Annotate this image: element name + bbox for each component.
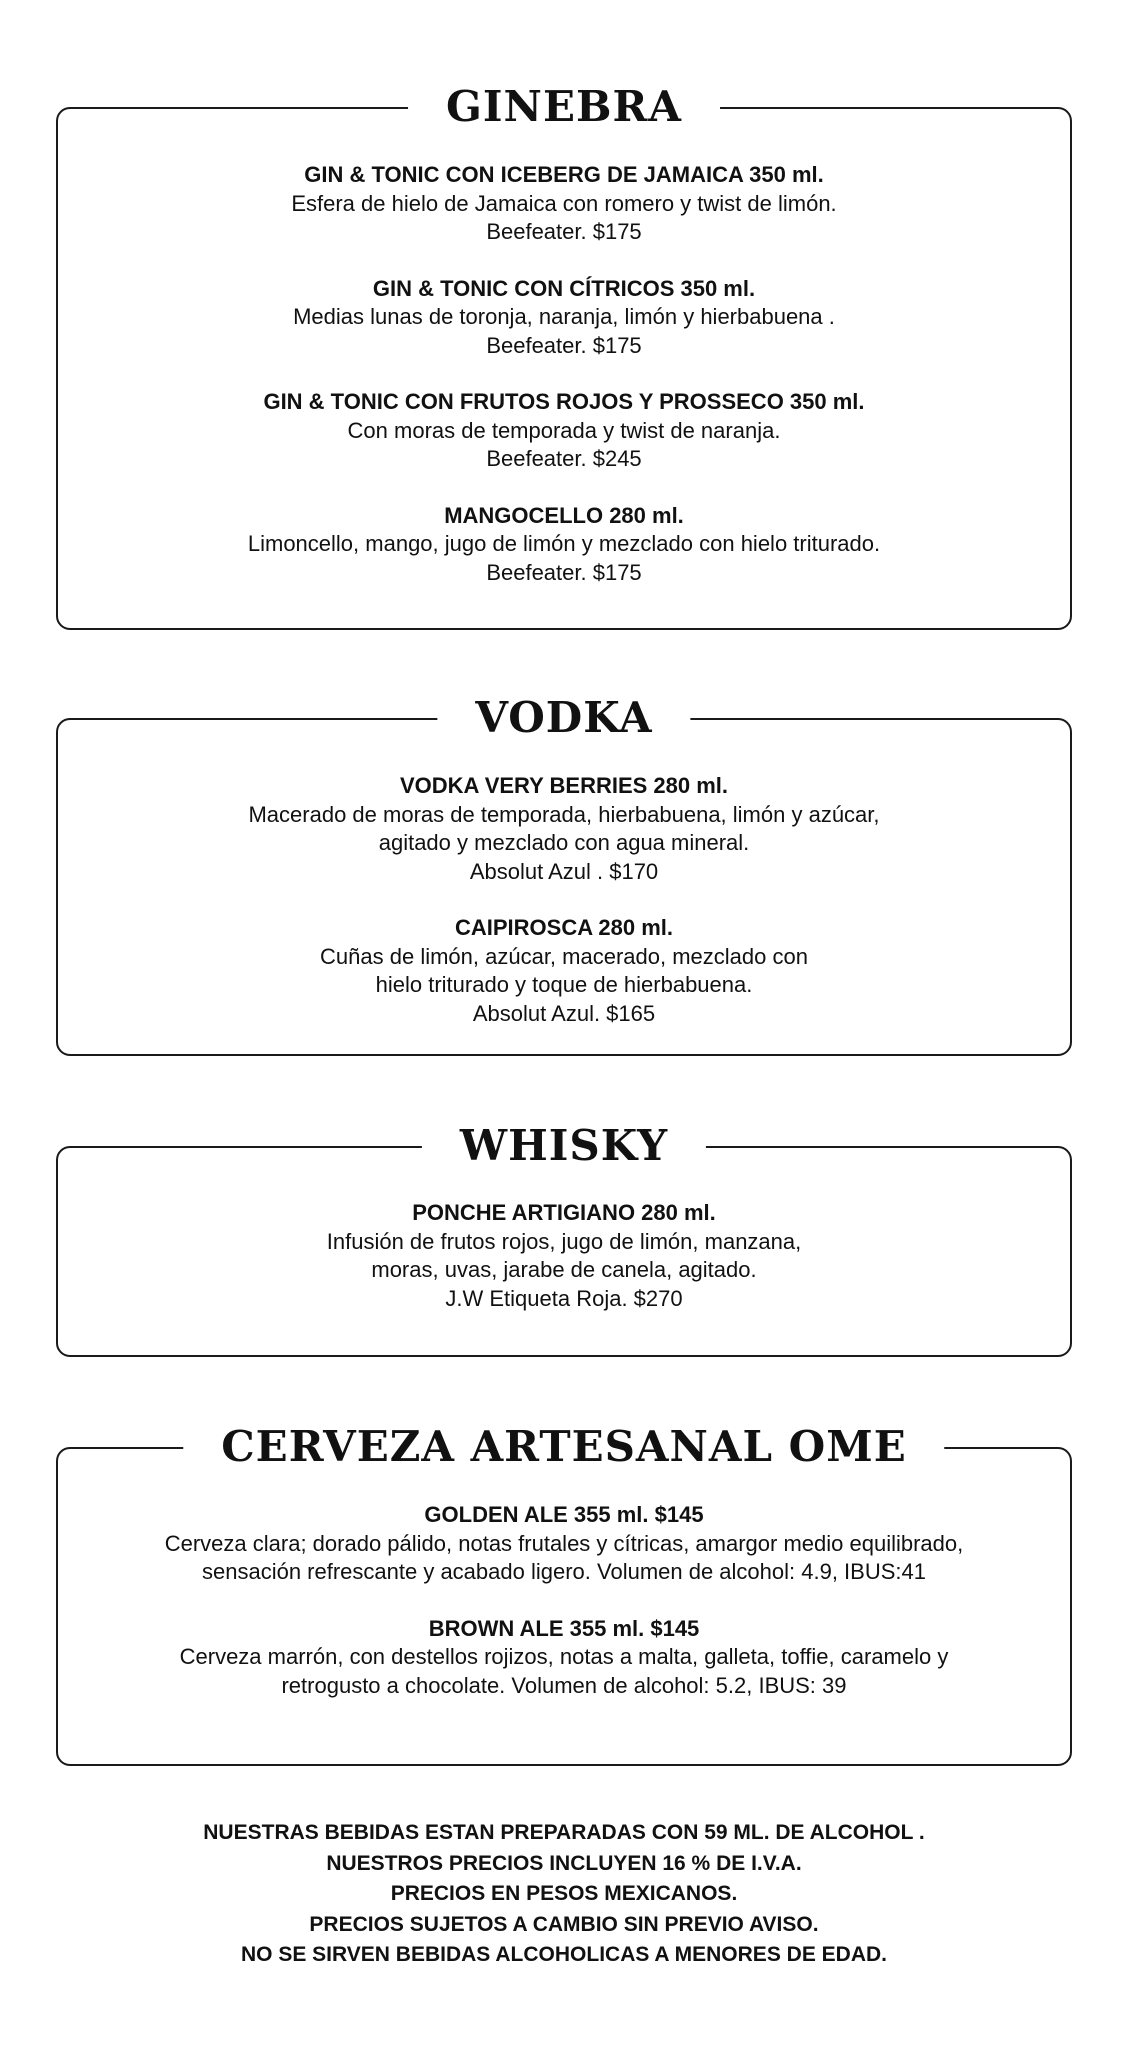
- item-description: Limoncello, mango, jugo de limón y mezclado con hielo triturado.: [247, 531, 881, 556]
- item-description: Infusión de frutos rojos, jugo de limón, manzana,: [326, 1228, 802, 1254]
- note-price-change: PRECIOS SUJETOS A CAMBIO SIN PREVIO AVISO.: [309, 1912, 819, 1936]
- item-name: GIN & TONIC CON CÍTRICOS 350 ml.: [372, 275, 756, 301]
- item-price: Absolut Azul. $165: [472, 1000, 656, 1026]
- section-cerveza: [56, 1422, 1072, 1766]
- menu-items: [58, 720, 1070, 1028]
- item-description: Medias lunas de toronja, naranja, limón y hierbabuena .: [293, 304, 835, 329]
- item-name: GIN & TONIC CON FRUTOS ROJOS Y PROSSECO 350 ml.: [263, 389, 865, 414]
- item-price: Beefeater. $245: [486, 446, 642, 471]
- section-title: WHISKY: [422, 1104, 706, 1188]
- section-title: VODKA: [437, 676, 690, 760]
- note-minors: NO SE SIRVEN BEBIDAS ALCOHOLICAS A MENORES DE EDAD.: [240, 1943, 888, 1966]
- footer-notes: [56, 1818, 1072, 1971]
- item-description: Cuñas de limón, azúcar, macerado, mezclado con: [320, 943, 808, 969]
- menu-items: [58, 109, 1070, 587]
- section-vodka: [56, 693, 1072, 1056]
- item-price: Beefeater. $175: [486, 332, 642, 358]
- menu-item: [58, 1501, 1070, 1587]
- item-name: MANGOCELLO 280 ml.: [444, 502, 684, 528]
- item-description: hielo triturado y toque de hierbabuena.: [375, 972, 753, 997]
- item-description: sensación refrescante y acabado ligero. Volumen de alcohol: 4.9, IBUS:41: [201, 1559, 926, 1584]
- menu-item: [58, 161, 1070, 247]
- item-description: Cerveza marrón, con destellos rojizos, notas a malta, galleta, toffie, caramelo y: [179, 1644, 949, 1669]
- section-ginebra: [56, 82, 1072, 630]
- item-name: VODKA VERY BERRIES 280 ml.: [399, 773, 729, 798]
- menu-item: [58, 1615, 1070, 1701]
- item-description: retrogusto a chocolate. Volumen de alcohol: 5.2, IBUS: 39: [281, 1672, 847, 1698]
- menu-item: [58, 388, 1070, 474]
- item-price: Beefeater. $175: [486, 559, 642, 585]
- note-currency: PRECIOS EN PESOS MEXICANOS.: [390, 1882, 738, 1905]
- item-name: GIN & TONIC CON ICEBERG DE JAMAICA 350 ml.: [304, 162, 824, 187]
- item-description: Con moras de temporada y twist de naranja.: [347, 417, 781, 443]
- item-description: Macerado de moras de temporada, hierbabuena, limón y azúcar,: [248, 801, 880, 827]
- item-name: BROWN ALE 355 ml. $145: [428, 1615, 700, 1641]
- item-description: Esfera de hielo de Jamaica con romero y twist de limón.: [291, 190, 837, 216]
- menu-item: [58, 502, 1070, 588]
- menu-item: [58, 1199, 1070, 1313]
- menu-item: [58, 275, 1070, 361]
- menu-item: [58, 914, 1070, 1028]
- section-title: GINEBRA: [408, 65, 720, 149]
- item-price: Absolut Azul . $170: [469, 858, 659, 884]
- item-name: GOLDEN ALE 355 ml. $145: [424, 1502, 704, 1527]
- section-title: CERVEZA ARTESANAL OME: [183, 1405, 944, 1489]
- item-price: J.W Etiqueta Roja. $270: [445, 1285, 683, 1311]
- section-whisky: [56, 1121, 1072, 1357]
- note-alcohol: NUESTRAS BEBIDAS ESTAN PREPARADAS CON 59 ML. DE ALCOHOL .: [203, 1821, 925, 1844]
- item-name: PONCHE ARTIGIANO 280 ml.: [412, 1200, 716, 1225]
- note-iva: NUESTROS PRECIOS INCLUYEN 16 % DE I.V.A.: [326, 1851, 802, 1875]
- item-price: Beefeater. $175: [486, 219, 642, 244]
- item-name: CAIPIROSCA 280 ml.: [454, 915, 674, 940]
- menu-item: [58, 772, 1070, 886]
- item-description: agitado y mezclado con agua mineral.: [378, 830, 750, 855]
- item-description: Cerveza clara; dorado pálido, notas frutales y cítricas, amargor medio equilibrado,: [164, 1530, 964, 1556]
- item-description: moras, uvas, jarabe de canela, agitado.: [371, 1257, 757, 1282]
